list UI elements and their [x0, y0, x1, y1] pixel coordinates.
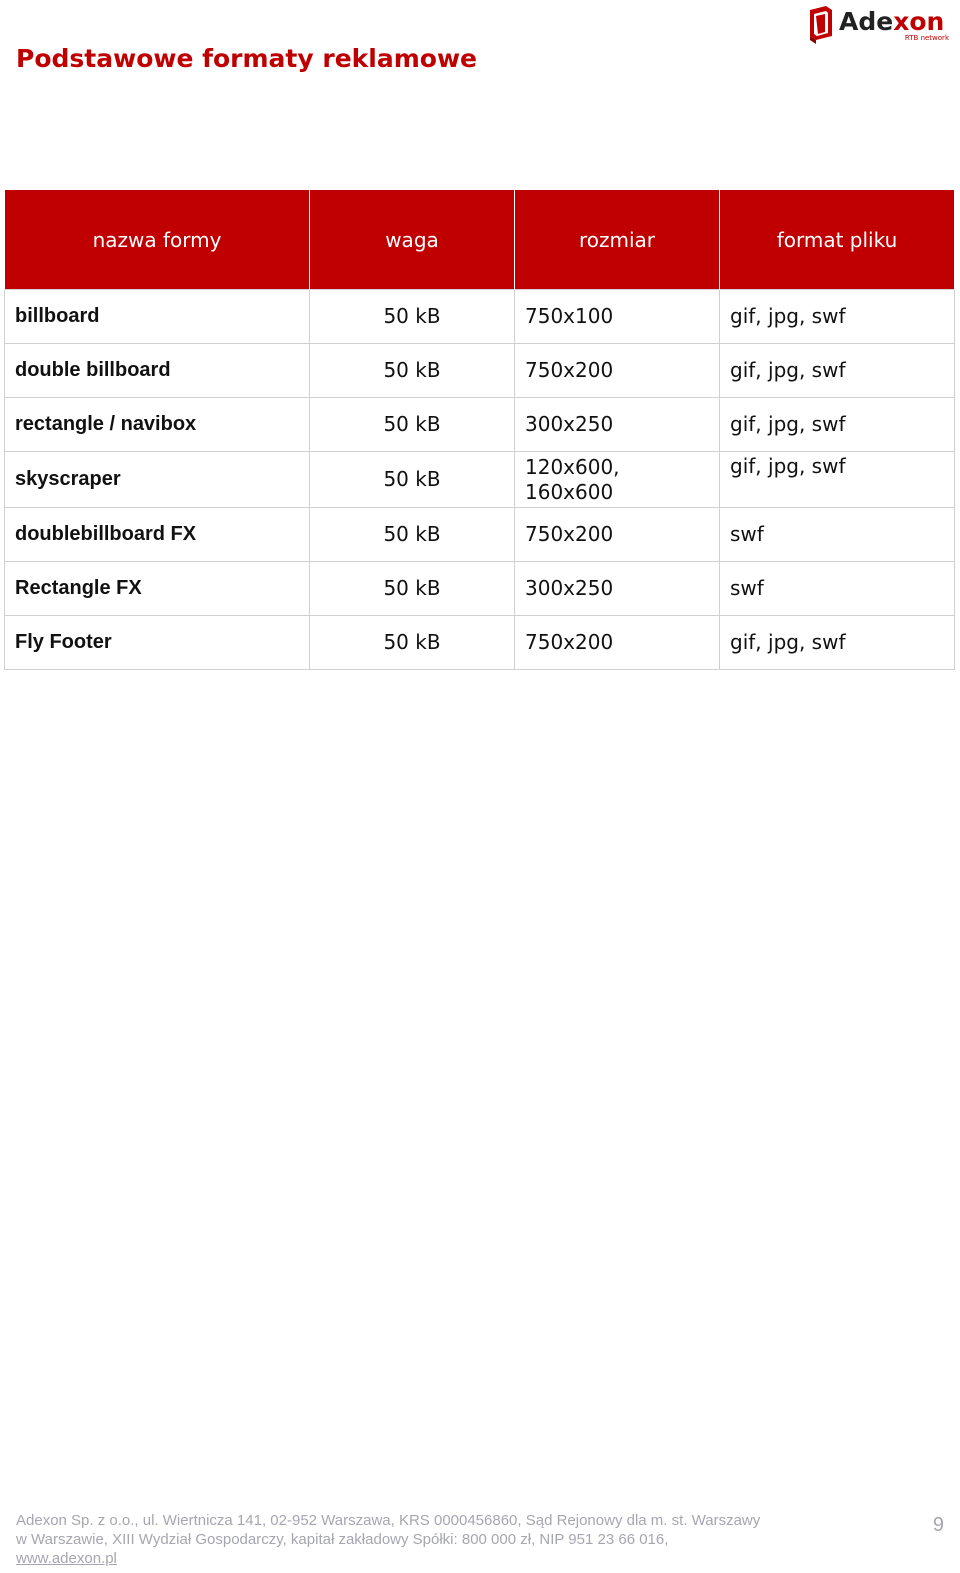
cell-file-format: gif, jpg, swf: [720, 344, 955, 398]
cell-format-name: rectangle / navibox: [5, 398, 310, 452]
cell-file-format: swf: [720, 562, 955, 616]
cell-weight: 50 kB: [310, 616, 515, 670]
cell-file-format: gif, jpg, swf: [720, 290, 955, 344]
header-format-name: nazwa formy: [5, 190, 310, 290]
cell-format-name: billboard: [5, 290, 310, 344]
table-row: [5, 398, 955, 452]
adexon-logo-icon: [808, 6, 836, 44]
footer-company-info: [16, 1511, 816, 1568]
cell-size: 120x600, 160x600: [515, 452, 720, 508]
footer-line-2: w Warszawie, XIII Wydział Gospodarczy, kapitał zakładowy Spółki: 800 000 zł, NIP 951 23 66 016,: [16, 1531, 669, 1548]
logo-wordmark: [839, 7, 944, 36]
cell-size: 300x250: [515, 562, 720, 616]
table-header-row: [5, 190, 955, 290]
cell-file-format: gif, jpg, swf: [720, 452, 955, 508]
header-size: rozmiar: [515, 190, 720, 290]
cell-weight: 50 kB: [310, 290, 515, 344]
footer-line-1: Adexon Sp. z o.o., ul. Wiertnicza 141, 02-952 Warszawa, KRS 0000456860, Sąd Rejonowy dla m. st. Warszawy: [16, 1512, 761, 1529]
cell-weight: 50 kB: [310, 508, 515, 562]
cell-format-name: doublebillboard FX: [5, 508, 310, 562]
table-row: [5, 562, 955, 616]
cell-format-name: Rectangle FX: [5, 562, 310, 616]
table-row: [5, 508, 955, 562]
cell-size: 750x200: [515, 616, 720, 670]
table-row: [5, 452, 955, 508]
ad-formats-table: [4, 190, 955, 670]
cell-file-format: gif, jpg, swf: [720, 398, 955, 452]
cell-format-name: skyscraper: [5, 452, 310, 508]
cell-weight: 50 kB: [310, 562, 515, 616]
cell-size: 750x200: [515, 508, 720, 562]
cell-size: 750x100: [515, 290, 720, 344]
cell-weight: 50 kB: [310, 452, 515, 508]
table-row: [5, 290, 955, 344]
logo-tagline: RTB network: [904, 34, 949, 42]
cell-format-name: Fly Footer: [5, 616, 310, 670]
header-weight: waga: [310, 190, 515, 290]
table-row: [5, 344, 955, 398]
cell-format-name: double billboard: [5, 344, 310, 398]
page-title: Podstawowe formaty reklamowe: [16, 44, 477, 73]
cell-weight: 50 kB: [310, 398, 515, 452]
cell-file-format: gif, jpg, swf: [720, 616, 955, 670]
page-number: 9: [932, 1514, 944, 1536]
logo-wordmark-main: Ade: [839, 7, 894, 36]
footer-website-link[interactable]: www.adexon.pl: [16, 1550, 117, 1567]
logo-wordmark-accent: xon: [893, 7, 945, 36]
adexon-logo: [808, 6, 953, 44]
cell-size: 750x200: [515, 344, 720, 398]
header-file-format: format pliku: [720, 190, 955, 290]
table-row: [5, 616, 955, 670]
cell-file-format: swf: [720, 508, 955, 562]
cell-size: 300x250: [515, 398, 720, 452]
cell-weight: 50 kB: [310, 344, 515, 398]
